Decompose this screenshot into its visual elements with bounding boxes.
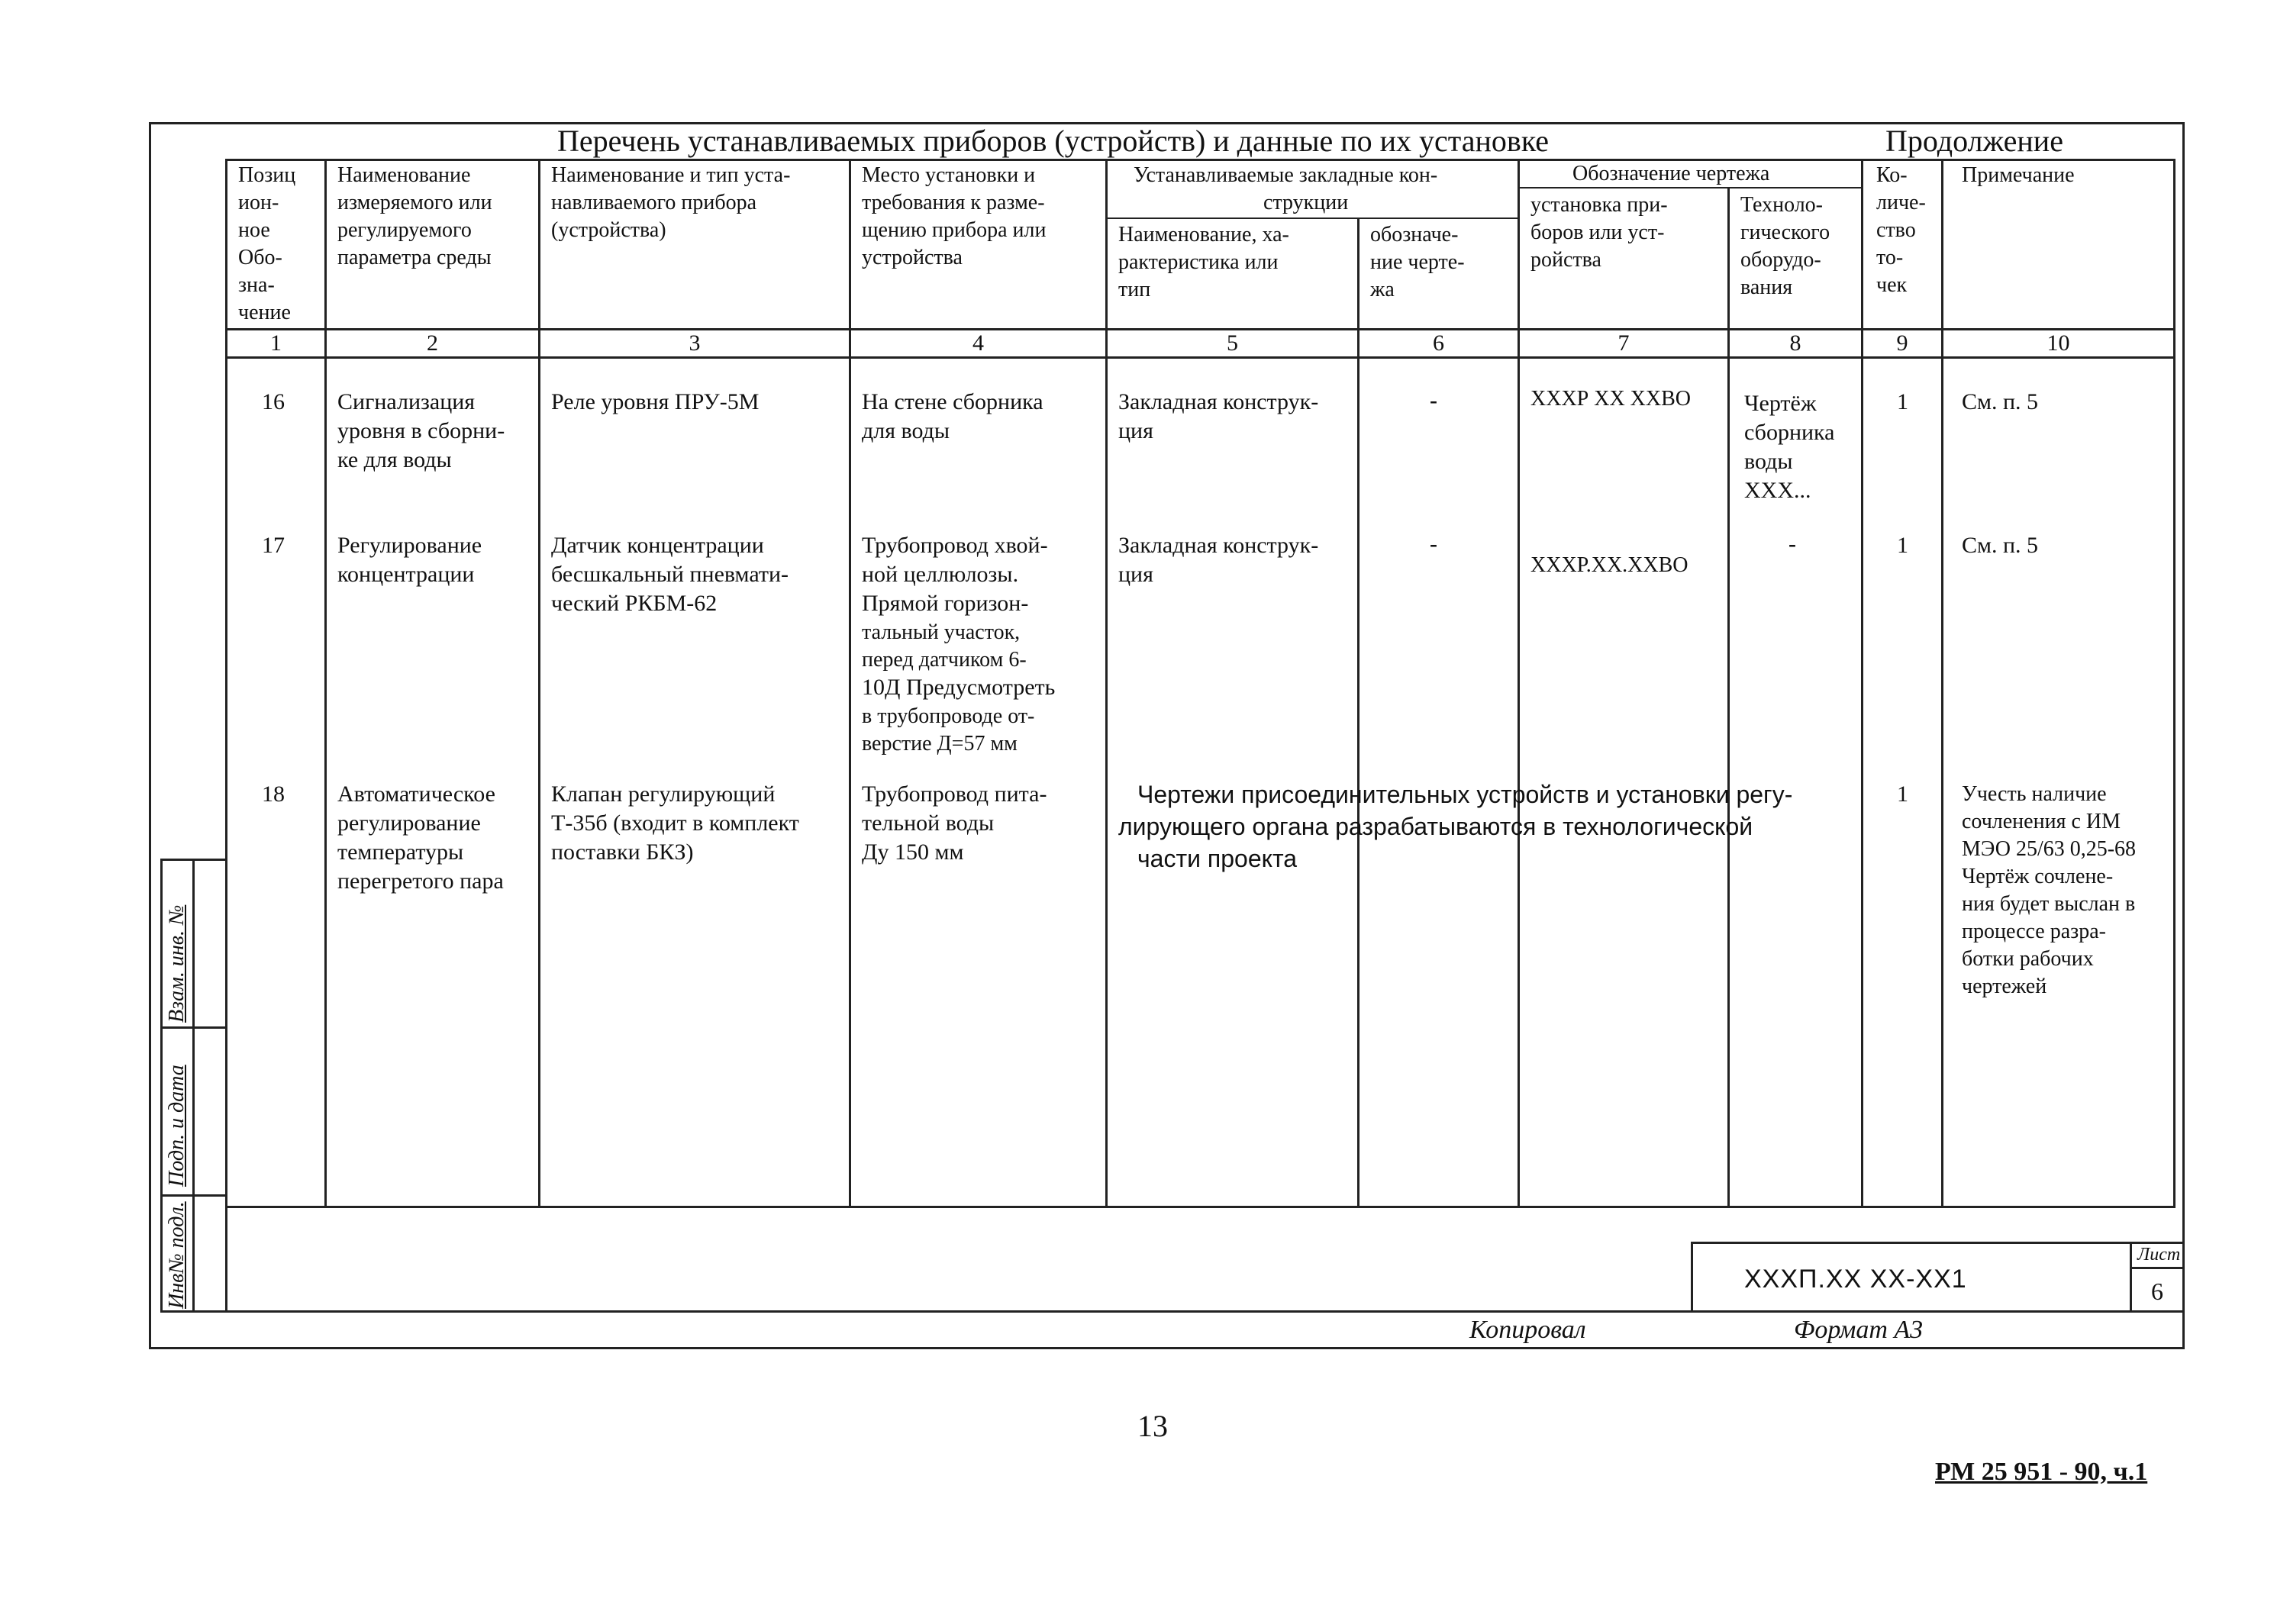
- col-line-right: [2173, 159, 2176, 1206]
- copied-label: Копировал: [1469, 1316, 1586, 1344]
- colnum-8: 8: [1789, 330, 1801, 356]
- group56-divider: [1105, 218, 1518, 219]
- colnum-3: 3: [689, 330, 701, 356]
- col-line-1: [324, 159, 327, 1206]
- header-col10: Примечание: [1962, 163, 2075, 187]
- colnum-10: 10: [2046, 330, 2070, 356]
- col-line-8: [1861, 159, 1863, 1206]
- colnum-5: 5: [1227, 330, 1238, 356]
- table-top-line: [225, 159, 2176, 161]
- side-stamp-sign-date: Подп. и дата: [165, 1065, 189, 1187]
- header-col78-group: Обозначение чертежа: [1572, 162, 1770, 185]
- sheet-label: Лист: [2137, 1245, 2181, 1265]
- sheet-number: 6: [2151, 1278, 2163, 1305]
- frame-bottom-inner: [160, 1310, 2185, 1313]
- colnum-7: 7: [1618, 330, 1630, 356]
- document-designation: ХХХП.ХХ ХХ-ХХ1: [1744, 1265, 1967, 1294]
- colnum-1: 1: [270, 330, 282, 356]
- col-line-2: [538, 159, 540, 1206]
- colnum-2: 2: [427, 330, 438, 356]
- page-number: 13: [1137, 1409, 1168, 1443]
- continuation-label: Продолжение: [1885, 124, 2063, 158]
- table-title: Перечень устанавливаемых приборов (устройств) и данные по их установке: [557, 124, 1550, 158]
- frame-left-inner: [160, 859, 163, 1313]
- merged-installation-note: Чертежи присоединительных устройств и установки регу-: [1137, 781, 1793, 808]
- col-line-6: [1518, 159, 1520, 1206]
- side-stamp-replacement-inv: Взам. инв. №: [165, 904, 189, 1023]
- col-line-5: [1357, 218, 1359, 1206]
- col-line-9: [1941, 159, 1943, 1206]
- body-bottom-line: [225, 1206, 2176, 1208]
- sheet-frame: [149, 122, 2185, 1349]
- row-position: 16: [262, 389, 285, 414]
- colnum-4: 4: [972, 330, 984, 356]
- document-code: РМ 25 951 - 90, ч.1: [1935, 1458, 2148, 1486]
- row-position: 17: [262, 533, 285, 558]
- colnum-9: 9: [1896, 330, 1908, 356]
- side-stamp-orig-inv: Инв№ подл.: [165, 1201, 189, 1309]
- col-line-3: [849, 159, 851, 1206]
- format-label: Формат А3: [1794, 1316, 1924, 1344]
- row-position: 18: [262, 781, 285, 807]
- colnum-6: 6: [1433, 330, 1444, 356]
- col-line-4: [1105, 159, 1108, 1206]
